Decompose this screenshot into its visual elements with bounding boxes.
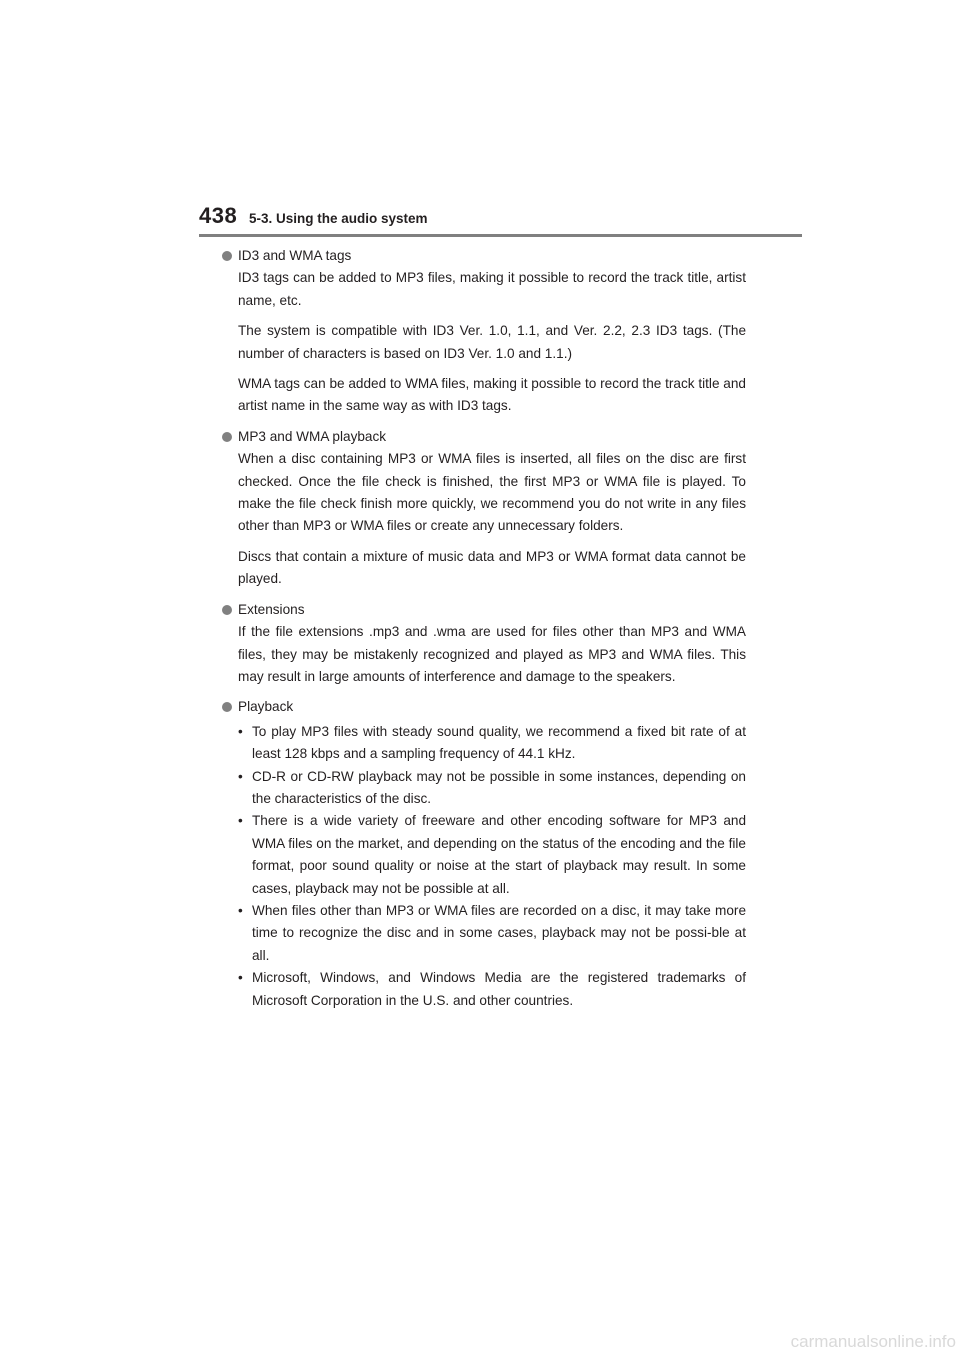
page-header [199,203,802,237]
list-item: • Microsoft, Windows, and Windows Media are the registered trademarks of Microsoft Corporation in the U.S. and other countries. [238,967,746,1012]
topic-heading [220,426,746,448]
list-item: • There is a wide variety of freeware and other encoding software for MP3 and WMA files on the market, and depending on the status of the encoding and the file format, poor sound quality or noise at the start of playback may result. In some cases, playback may not be possible at all. [238,810,746,900]
page-content [220,245,746,1018]
playback-notes-list [238,721,746,1012]
paragraph: Discs that contain a mixture of music data and MP3 or WMA format data cannot be played. [238,548,746,587]
bullet-dot-icon [222,251,232,261]
header-rule [199,234,802,237]
topic-heading-text: Playback [238,699,294,715]
bullet-dot-icon [222,432,232,442]
topic-heading-text: MP3 and WMA playback [238,428,387,444]
topic-mp3-wma-playback [220,426,746,591]
paragraph: The system is compatible with ID3 Ver. 1.0, 1.1, and Ver. 2.2, 2.3 ID3 tags. (The number of characters is based on ID3 Ver. 1.0 and 1.1.) [238,323,746,361]
bullet-dot-icon [222,605,232,615]
topic-extensions [220,599,746,689]
topic-heading-text: Extensions [238,601,305,617]
topic-heading [220,245,746,267]
list-item: • CD-R or CD-RW playback may not be possible in some instances, depending on the characteristics of the disc. [238,766,746,811]
topic-heading [220,696,746,718]
bullet-dot-icon [222,702,232,712]
list-item: • When files other than MP3 or WMA files are recorded on a disc, it may take more time to recognize the disc and in some cases, playback may not be possi-ble at all. [238,900,746,967]
paragraph: When a disc containing MP3 or WMA files is inserted, all files on the disc are first checked. Once the file check is finished, the first MP3 or WMA file is played. To make the file check finish more quickly, we recommend you do not write in any files other than MP3 or WMA files or create any unnecessary folders. [238,451,746,534]
watermark: carmanualsonline.info [790,1332,956,1351]
topic-heading-text: ID3 and WMA tags [238,248,352,263]
page-number: 438 [199,203,238,228]
section-title: 5-3. Using the audio system [249,211,428,226]
topic-id3-wma-tags [220,245,746,418]
topic-heading [220,599,746,621]
paragraph: ID3 tags can be added to MP3 files, making it possible to record the track title, artist name, etc. [238,270,746,308]
paragraph: WMA tags can be added to WMA files, making it possible to record the track title and artist name in the same way as with ID3 tags. [238,376,746,414]
paragraph: If the file extensions .mp3 and .wma are used for files other than MP3 and WMA files, they may be mistakenly recognized and played as MP3 and WMA files. This may result in large amounts of interference and damage to the speakers. [238,624,746,684]
topic-playback [220,696,746,1012]
list-item: • To play MP3 files with steady sound quality, we recommend a fixed bit rate of at least 128 kbps and a sampling frequency of 44.1 kHz. [238,721,746,766]
